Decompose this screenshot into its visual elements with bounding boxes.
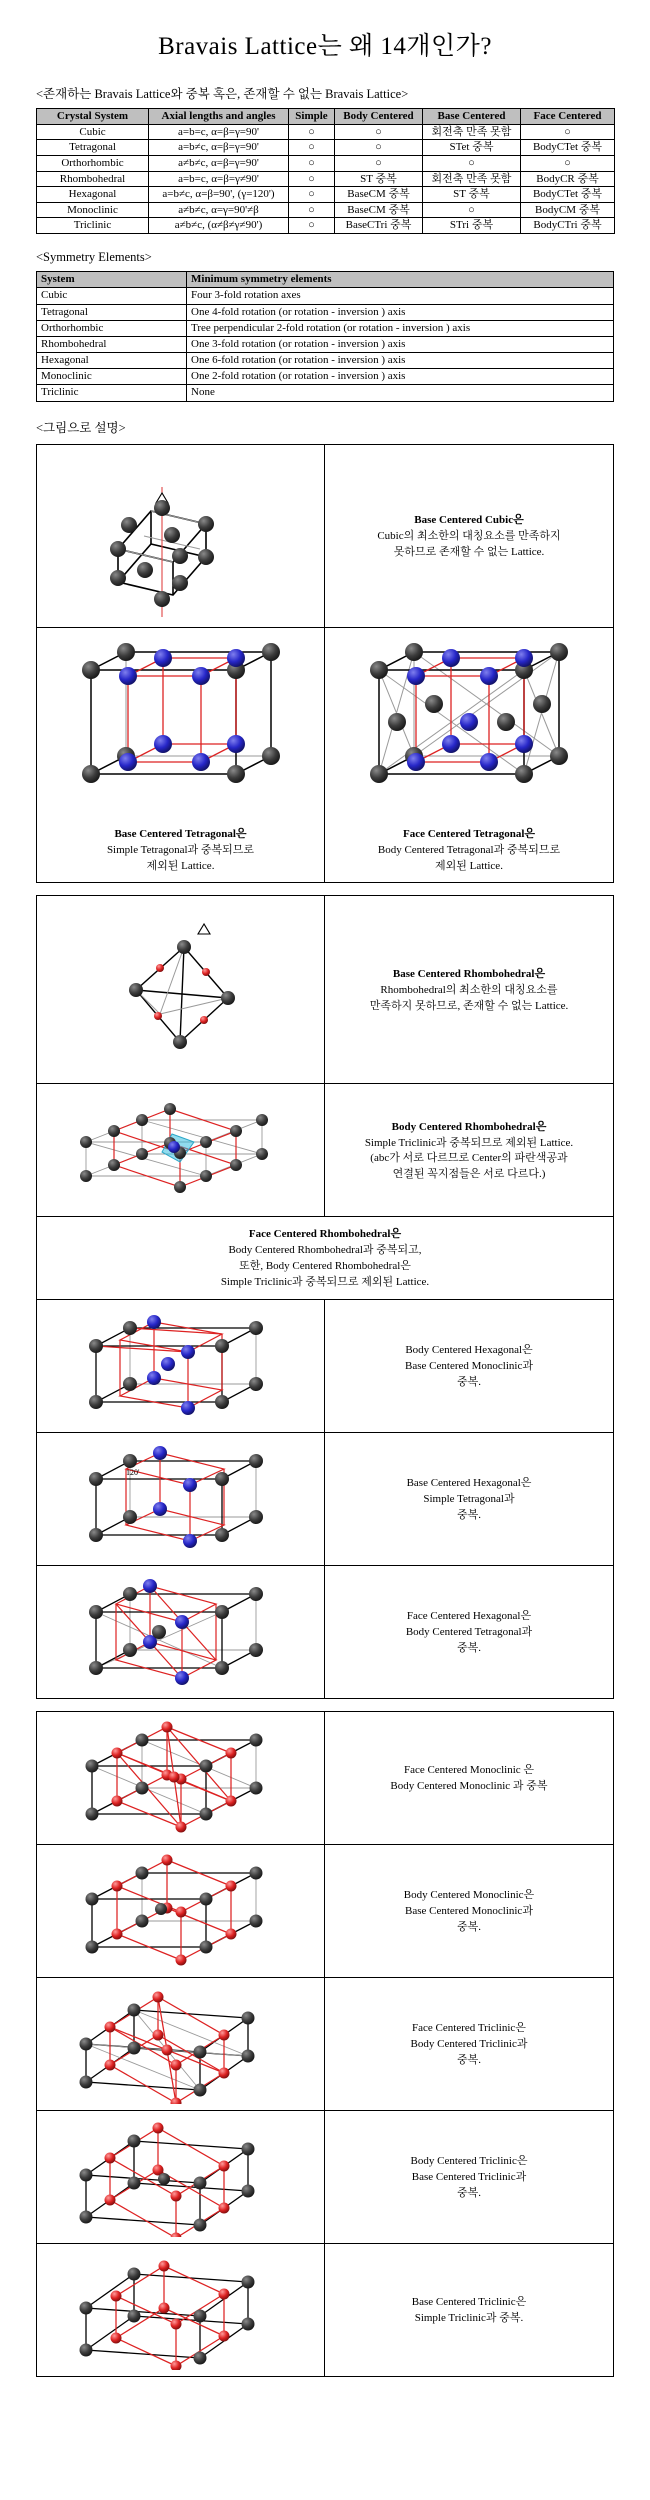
cell-axes: a=b≠c, α=β=γ=90': [149, 140, 289, 156]
cell-axes: a≠b≠c, (α≠β≠γ≠90'): [149, 218, 289, 234]
cell-elements: Tree perpendicular 2-fold rotation (or rotation - inversion ) axis: [187, 320, 614, 336]
table-row: [37, 218, 615, 234]
table-header-row: [37, 272, 614, 288]
caption-line: 중복.: [456, 2054, 481, 2067]
lattice-diagram-body-centered-monoclinic: [56, 1851, 306, 1971]
caption-face-centered-rhombohedral: [37, 1217, 613, 1299]
cell-elements: One 2-fold rotation (or rotation - inversion ) axis: [187, 369, 614, 385]
figure-body-centered-rhombohedral: [37, 1084, 325, 1216]
cell-elements: Four 3-fold rotation axes: [187, 288, 614, 304]
cell-base: 회전축 만족 못함: [423, 124, 521, 140]
caption-title: Base Centered Tetragonal은: [114, 827, 247, 840]
panel-group-monoclinic-triclinic: [36, 1711, 614, 2377]
cell-axes: a=b=c, α=β=γ≠90': [149, 171, 289, 187]
cell-base: ST 중복: [423, 187, 521, 203]
cell-elements: None: [187, 385, 614, 401]
cell-base: STri 중복: [423, 218, 521, 234]
page-title: Bravais Lattice는 왜 14개인가?: [158, 33, 492, 60]
caption-line: Body Centered Hexagonal은: [405, 1344, 533, 1357]
panel-group-cubic-tetragonal: [36, 444, 614, 884]
cell-system: Rhombohedral: [37, 171, 149, 187]
col-header-crystal-system: Crystal System: [37, 109, 149, 125]
cell-simple: ○: [289, 140, 335, 156]
caption-line: 중복.: [456, 1376, 481, 1389]
caption-line: 제외된 Lattice.: [435, 859, 503, 872]
cell-body: ○: [335, 155, 423, 171]
cell-face: ○: [521, 124, 615, 140]
caption-face-centered-monoclinic: [325, 1712, 613, 1844]
caption-line: 못하므로 존재할 수 없는 Lattice.: [393, 545, 545, 558]
figure-body-centered-monoclinic: [37, 1845, 325, 1977]
col-header-body-centered: Body Centered: [335, 109, 423, 125]
caption-line: Simple Triclinic과 중복.: [414, 2312, 524, 2325]
figure-body-centered-hexagonal: [37, 1300, 325, 1432]
figure-base-centered-tetragonal: [37, 628, 325, 883]
cell-system: Cubic: [37, 124, 149, 140]
caption-body-centered-rhombohedral: [325, 1084, 613, 1216]
cell-system: Tetragonal: [37, 304, 187, 320]
caption-line: 중복.: [456, 1509, 481, 1522]
cell-system: Rhombohedral: [37, 336, 187, 352]
figure-face-centered-triclinic: [37, 1978, 325, 2110]
lattice-diagram-base-centered-rhombohedral: [56, 902, 306, 1077]
caption-line: Rhombohedral의 최소한의 대칭요소를: [380, 983, 558, 996]
panel-row-base-centered-hexagonal: [37, 1433, 613, 1566]
caption-line: Body Centered Tetragonal과: [405, 1626, 533, 1639]
figure-panels: [36, 444, 614, 2378]
lattice-diagram-base-centered-triclinic: [56, 2250, 306, 2370]
caption-base-centered-hexagonal: [325, 1433, 613, 1565]
figure-body-centered-triclinic: [37, 2111, 325, 2243]
panel-row-base-centered-cubic: [37, 445, 613, 628]
caption-line: Body Centered Monoclinic 과 중복: [390, 1780, 548, 1793]
caption-title: Body Centered Rhombohedral은: [391, 1120, 547, 1133]
caption-line: Base Centered Triclinic은: [411, 2296, 527, 2309]
table-row: [37, 304, 614, 320]
table-row: [37, 171, 615, 187]
caption-line: 연결된 꼭지점들은 서로 다르다.): [392, 1168, 546, 1181]
cell-body: BaseCTri 중복: [335, 218, 423, 234]
caption-line: 중복.: [456, 2187, 481, 2200]
figure-face-centered-hexagonal: [37, 1566, 325, 1698]
panel-row-body-centered-hexagonal: [37, 1300, 613, 1433]
caption-base-centered-triclinic: [325, 2244, 613, 2376]
cell-simple: ○: [289, 187, 335, 203]
cell-axes: a≠b≠c, α=β=γ=90': [149, 155, 289, 171]
lattice-diagram-face-centered-hexagonal: [56, 1572, 306, 1692]
figure-face-centered-tetragonal: [325, 628, 613, 883]
cell-base: ○: [423, 155, 521, 171]
cell-system: Monoclinic: [37, 369, 187, 385]
caption-body-centered-triclinic: [325, 2111, 613, 2243]
col-header-base-centered: Base Centered: [423, 109, 521, 125]
cell-base: ○: [423, 202, 521, 218]
lattice-diagram-face-centered-monoclinic: [56, 1718, 306, 1838]
figure-base-centered-rhombohedral: [37, 896, 325, 1083]
caption-title: Face Centered Tetragonal은: [402, 827, 535, 840]
table-row: [37, 385, 614, 401]
caption-line: Base Centered Hexagonal은: [406, 1477, 532, 1490]
panel-row-body-centered-rhombohedral: [37, 1084, 613, 1217]
caption-line: Simple Triclinic과 중복되므로 제외된 Lattice.: [364, 1136, 574, 1149]
table-row: [37, 320, 614, 336]
caption-line: Body Centered Rhombohedral과 중복되고,: [228, 1244, 422, 1257]
panel-row-base-centered-triclinic: [37, 2244, 613, 2376]
caption-line: Cubic의 최소한의 대칭요소를 만족하지: [377, 529, 561, 542]
panel-row-face-centered-hexagonal: [37, 1566, 613, 1698]
cell-elements: One 6-fold rotation (or rotation - inversion ) axis: [187, 353, 614, 369]
caption-title: Base Centered Rhombohedral은: [392, 968, 546, 981]
col-header-min-symmetry: Minimum symmetry elements: [187, 272, 614, 288]
cell-elements: One 3-fold rotation (or rotation - inversion ) axis: [187, 336, 614, 352]
cell-simple: ○: [289, 155, 335, 171]
panel-row-face-centered-triclinic: [37, 1978, 613, 2111]
table-row: [37, 369, 614, 385]
lattice-diagram-body-centered-hexagonal: [56, 1306, 306, 1426]
caption-line: Simple Tetragonal과 중복되므로: [106, 843, 255, 856]
col-header-face-centered: Face Centered: [521, 109, 615, 125]
caption-line: 중복.: [456, 1642, 481, 1655]
caption-body-centered-hexagonal: [325, 1300, 613, 1432]
col-header-axial: Axial lengths and angles: [149, 109, 289, 125]
cell-system: Orthorhombic: [37, 155, 149, 171]
cell-face: BodyCTet 중복: [521, 140, 615, 156]
cell-axes: a≠b≠c, α=γ=90'≠β: [149, 202, 289, 218]
col-header-simple: Simple: [289, 109, 335, 125]
cell-system: Monoclinic: [37, 202, 149, 218]
cell-base: STet 중복: [423, 140, 521, 156]
cell-base: 회전축 만족 못함: [423, 171, 521, 187]
lattice-diagram-body-centered-rhombohedral: [46, 1090, 316, 1210]
section-caption-figures: <그림으로 설명>: [36, 420, 126, 435]
caption-line: 제외된 Lattice.: [146, 859, 215, 872]
cell-system: Triclinic: [37, 385, 187, 401]
panel-row-tetragonal: [37, 628, 613, 883]
caption-line: 또한, Body Centered Rhombohedral은: [239, 1260, 411, 1273]
cell-face: BodyCTet 중복: [521, 187, 615, 203]
panel-row-body-centered-triclinic: [37, 2111, 613, 2244]
caption-line: Body Centered Monoclinic은: [403, 1889, 535, 1902]
cell-axes: a=b≠c, α=β=90', (γ=120'): [149, 187, 289, 203]
lattice-diagram-face-centered-tetragonal: [334, 634, 604, 819]
caption-base-centered-rhombohedral: [325, 896, 613, 1083]
cell-system: Orthorhombic: [37, 320, 187, 336]
cell-system: Hexagonal: [37, 353, 187, 369]
table-row: [37, 353, 614, 369]
lattice-diagram-base-centered-hexagonal: [56, 1439, 306, 1559]
cell-face: ○: [521, 155, 615, 171]
panel-row-face-centered-rhombohedral: [37, 1217, 613, 1300]
caption-line: Face Centered Hexagonal은: [406, 1610, 532, 1623]
cell-face: BodyCTri 중복: [521, 218, 615, 234]
cell-system: Triclinic: [37, 218, 149, 234]
cell-simple: ○: [289, 124, 335, 140]
cell-system: Tetragonal: [37, 140, 149, 156]
panel-row-body-centered-monoclinic: [37, 1845, 613, 1978]
bravais-lattice-table: [36, 108, 615, 234]
caption-face-centered-triclinic: [325, 1978, 613, 2110]
caption-body-centered-monoclinic: [325, 1845, 613, 1977]
caption-line: Face Centered Triclinic은: [412, 2022, 526, 2035]
caption-line: Body Centered Triclinic과: [410, 2038, 528, 2051]
lattice-diagram-body-centered-triclinic: [56, 2117, 306, 2237]
cell-system: Cubic: [37, 288, 187, 304]
caption-face-centered-hexagonal: [325, 1566, 613, 1698]
cell-body: ○: [335, 124, 423, 140]
lattice-diagram-base-centered-tetragonal: [46, 634, 316, 819]
figure-base-centered-triclinic: [37, 2244, 325, 2376]
cell-face: BodyCM 중복: [521, 202, 615, 218]
symmetry-elements-table: [36, 271, 614, 402]
col-header-system: System: [37, 272, 187, 288]
panel-row-base-centered-rhombohedral: [37, 896, 613, 1084]
cell-body: BaseCM 중복: [335, 187, 423, 203]
figure-base-centered-hexagonal: [37, 1433, 325, 1565]
table-row: [37, 155, 615, 171]
caption-line: 만족하지 못하므로, 존재할 수 없는 Lattice.: [369, 999, 569, 1012]
cell-simple: ○: [289, 171, 335, 187]
table-row: [37, 140, 615, 156]
section-caption-lattice-table: <존재하는 Bravais Lattice와 중복 혹은, 존재할 수 없는 Bravais Lattice>: [36, 87, 409, 101]
figure-base-centered-cubic: [37, 445, 325, 627]
table-header-row: [37, 109, 615, 125]
cell-simple: ○: [289, 202, 335, 218]
caption-line: Simple Triclinic과 중복되므로 제외된 Lattice.: [220, 1276, 430, 1289]
caption-line: 중복.: [456, 1921, 481, 1934]
rotation-axis-marker: [198, 924, 210, 934]
table-row: [37, 124, 615, 140]
caption-line: Base Centered Monoclinic과: [405, 1905, 533, 1918]
caption-line: Base Centered Triclinic과: [411, 2171, 527, 2184]
section-caption-symmetry: <Symmetry Elements>: [36, 250, 152, 265]
figure-face-centered-monoclinic: [37, 1712, 325, 1844]
caption-line: Base Centered Monoclinic과: [405, 1360, 533, 1373]
cell-system: Hexagonal: [37, 187, 149, 203]
hexagonal-angle-label: 120': [125, 1468, 139, 1478]
caption-line: Body Centered Triclinic은: [410, 2155, 528, 2168]
caption-line: Face Centered Monoclinic 은: [403, 1764, 535, 1777]
cell-elements: One 4-fold rotation (or rotation - inversion ) axis: [187, 304, 614, 320]
caption-title: Face Centered Rhombohedral은: [248, 1228, 402, 1241]
lattice-diagram-base-centered-cubic: [56, 451, 306, 621]
cell-body: ST 중복: [335, 171, 423, 187]
panel-group-rhombohedral-hexagonal: [36, 895, 614, 1699]
cell-body: ○: [335, 140, 423, 156]
lattice-diagram-face-centered-triclinic: [56, 1984, 306, 2104]
caption-title: Base Centered Cubic은: [414, 513, 524, 526]
table-row: [37, 336, 614, 352]
caption-line: Body Centered Tetragonal과 중복되므로: [377, 843, 561, 856]
cell-face: BodyCR 중복: [521, 171, 615, 187]
table-row: [37, 202, 615, 218]
table-row: [37, 288, 614, 304]
panel-row-face-centered-monoclinic: [37, 1712, 613, 1845]
cell-body: BaseCM 중복: [335, 202, 423, 218]
caption-base-centered-cubic: [325, 445, 613, 627]
table-row: [37, 187, 615, 203]
caption-line: Simple Tetragonal과: [423, 1493, 515, 1506]
cell-axes: a=b=c, α=β=γ=90': [149, 124, 289, 140]
caption-line: (abc가 서로 다르므로 Center의 파란색공과: [370, 1152, 568, 1165]
cell-simple: ○: [289, 218, 335, 234]
